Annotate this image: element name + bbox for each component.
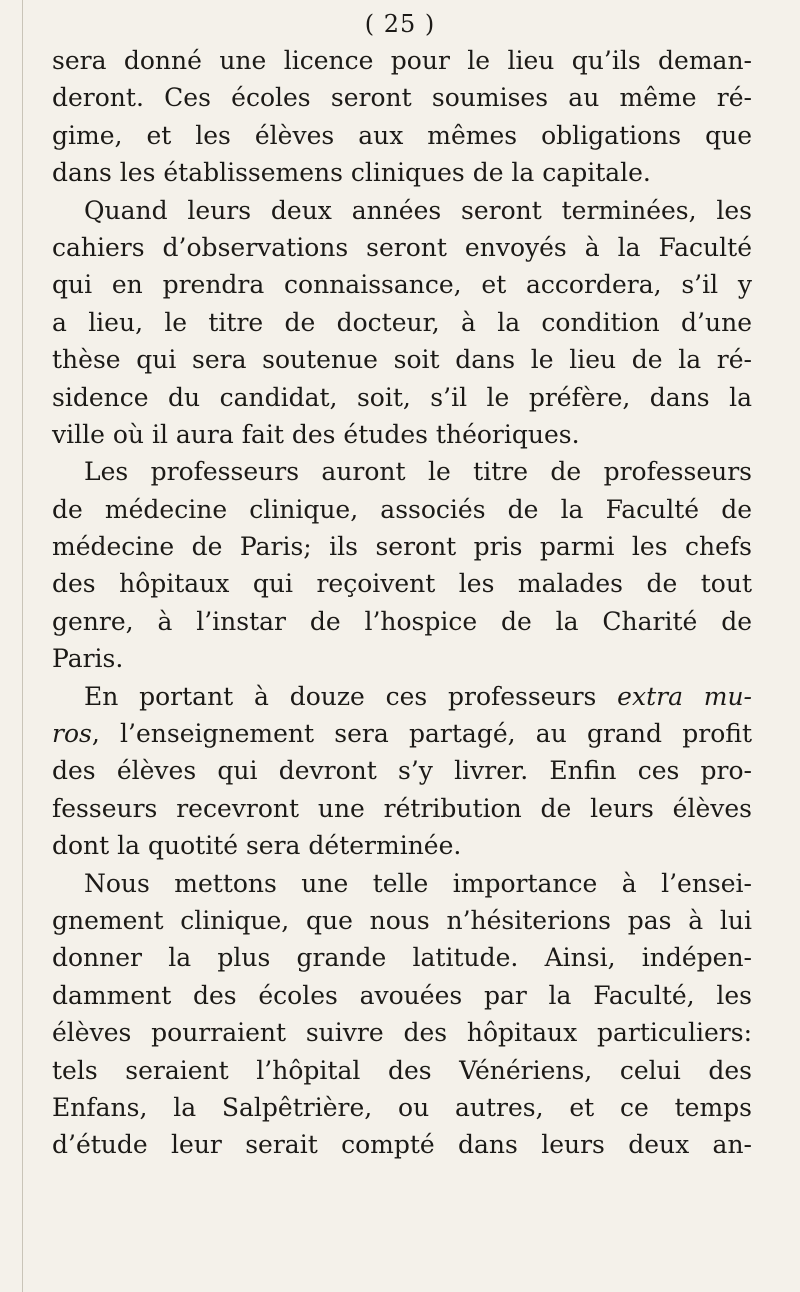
text-line-17: Paris. — [52, 644, 124, 674]
text-line-3: gime, et les élèves aux mêmes obligations que — [52, 120, 752, 150]
text-line-26: damment des écoles avouées par la Faculté, les — [52, 980, 752, 1010]
text-line-29: Enfans, la Salpêtrière, ou autres, et ce temps — [52, 1092, 752, 1122]
text-line-20: des élèves qui devront s’y livrer. Enfin ces pro- — [52, 756, 752, 786]
text-line-12: Les professeurs auront le titre de professeurs — [84, 457, 752, 487]
page-edge-line — [22, 0, 23, 1292]
text-line-9: thèse qui sera soutenue soit dans le lieu de la ré- — [52, 345, 752, 375]
text-line-8: a lieu, le titre de docteur, à la condition d’une — [52, 307, 752, 337]
text-line-21: fesseurs recevront une rétribution de leurs élèves — [52, 793, 752, 823]
text-line-27: élèves pourraient suivre des hôpitaux particuliers: — [52, 1018, 752, 1048]
italic-extra-muros: extra mu- — [617, 681, 752, 711]
text-line-10: sidence du candidat, soit, s’il le préfère, dans la — [52, 382, 752, 412]
text-line-22: dont la quotité sera déterminée. — [52, 831, 462, 861]
text-line-5: Quand leurs deux années seront terminées, les — [84, 195, 752, 225]
text-line-28: tels seraient l’hôpital des Vénériens, celui des — [52, 1055, 752, 1085]
text-line-18-main: En portant à douze ces professeurs — [84, 681, 597, 711]
text-line-18 — [52, 678, 752, 715]
text-line-13: de médecine clinique, associés de la Faculté de — [52, 494, 752, 524]
text-line-15: des hôpitaux qui reçoivent les malades de tout — [52, 569, 752, 599]
text-line-16: genre, à l’instar de l’hospice de la Charité de — [52, 606, 752, 636]
text-line-11: ville où il aura fait des études théoriques. — [52, 419, 580, 449]
page-number: ( 25 ) — [364, 10, 436, 38]
text-line-30: d’étude leur serait compté dans leurs deux an- — [52, 1130, 752, 1160]
text-line-6: cahiers d’observations seront envoyés à la Faculté — [52, 232, 752, 262]
text-line-14: médecine de Paris; ils seront pris parmi les chefs — [52, 532, 752, 562]
text-line-19 — [52, 715, 752, 752]
text-line-1: sera donné une licence pour le lieu qu’ils deman- — [52, 46, 752, 75]
text-line-4: dans les établissemens cliniques de la capitale. — [52, 158, 651, 188]
text-line-19-rest: , l’enseignement sera partagé, au grand profit — [91, 719, 752, 749]
text-line-7: qui en prendra connaissance, et accordera, s’il y — [52, 270, 752, 300]
italic-ros: ros — [52, 719, 92, 749]
body-text — [52, 42, 752, 1164]
text-line-23: Nous mettons une telle importance à l’ensei- — [84, 868, 752, 898]
text-line-24: gnement clinique, que nous n’hésiterions pas à lui — [52, 905, 752, 935]
text-line-25: donner la plus grande latitude. Ainsi, indépen- — [52, 943, 752, 973]
text-line-2: deront. Ces écoles seront soumises au même ré- — [52, 83, 752, 113]
